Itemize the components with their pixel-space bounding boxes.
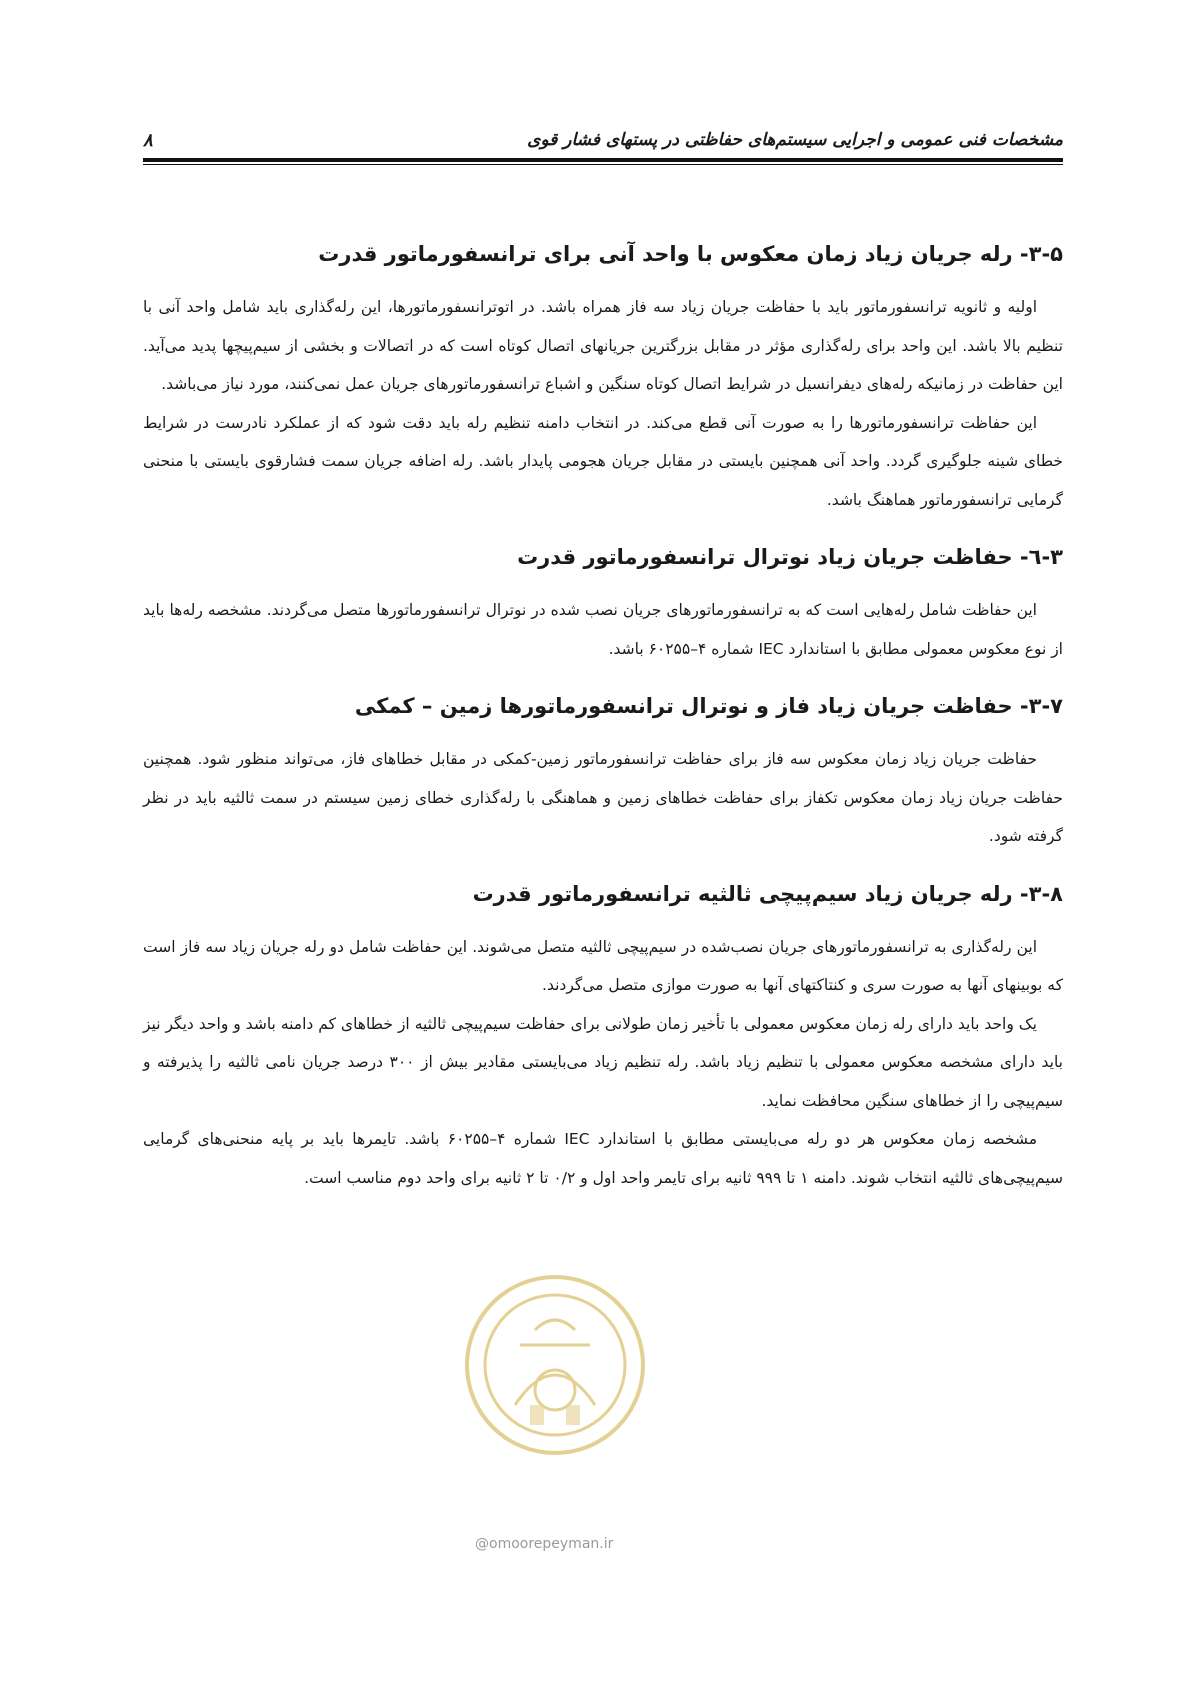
section-heading: ۳-۷- حفاظت جریان زیاد فاز و نوترال ترانسفورماتورها زمین – کمکی xyxy=(354,694,1063,718)
paragraph: این رله‌گذاری به ترانسفورماتورهای جریان نصب‌شده در سیم‌پیچی ثالثیه متصل می‌شوند. این حفاظت شامل دو رله جریان زیاد سه فاز است که بوبینهای آنها به صورت سری و کنتاکتهای آنها به صورت موازی متصل می‌گردند. xyxy=(143,937,1063,994)
header-rule-thick xyxy=(143,158,1063,162)
paragraph: این حفاظت شامل رله‌هایی است که به ترانسفورماتورهای جریان نصب شده در نوترال ترانسفورماتورها متصل می‌گردند. مشخصه رله‌ها باید از نوع معکوس معمولی مطابق با استاندارد IEC شماره ۴–۶۰۲۵۵ باشد. xyxy=(143,601,1063,658)
page-number: ۸ xyxy=(143,130,153,151)
section-3-8 xyxy=(143,878,1063,1198)
page-header xyxy=(143,124,1063,170)
section-heading: ۳-۸- رله جریان زیاد سیم‌پیچی ثالثیه ترانسفورماتور قدرت xyxy=(472,881,1063,906)
section-3-6 xyxy=(143,541,1063,668)
paragraph: یک واحد باید دارای رله زمان معکوس معمولی با تأخیر زمان طولانی برای حفاظت سیم‌پیچی ثالثیه از خطاهای کم دامنه باشد و واحد دیگر نیز باید دارای مشخصه معکوس معمولی با تنظیم زیاد باشد. رله تنظیم زیاد می‌بایستی مقادیر بیش از ۳۰۰ درصد جریان نامی ثالثیه را پذیرفته و سیم‌پیچی را از خطاهای سنگین محافظت نماید. xyxy=(143,1014,1063,1110)
section-heading: ۳-۵- رله جریان زیاد زمان معکوس با واحد آنی برای ترانسفورماتور قدرت xyxy=(318,242,1063,266)
header-rule-thin xyxy=(143,164,1063,165)
section-3-7 xyxy=(143,690,1063,856)
paragraph: حفاظت جریان زیاد زمان معکوس سه فاز برای حفاظت ترانسفورماتور زمین-کمکی در مقابل خطاهای فاز، می‌تواند منظور شود. همچنین حفاظت جریان زیاد زمان معکوس تکفاز برای حفاظت خطاهای زمین و هماهنگی با رله‌گذاری خطای زمین سیستم در سمت ثالثیه باید در نظر گرفته شود. xyxy=(143,750,1063,845)
document-body xyxy=(143,238,1063,1219)
section-3-5 xyxy=(143,238,1063,519)
paragraph: مشخصه زمان معکوس هر دو رله می‌بایستی مطابق با استاندارد IEC شماره ۴–۶۰۲۵۵ باشد. تایمرها باید بر پایه منحنی‌های گرمایی سیم‌پیچی‌های ثالثیه انتخاب شوند. دامنه ۱ تا ۹۹۹ ثانیه برای تایمر واحد اول و ۰/۲ تا ۲ ثانیه برای واحد دوم مناسب است. xyxy=(143,1130,1063,1187)
paragraph: اولیه و ثانویه ترانسفورماتور باید با حفاظت جریان زیاد سه فاز همراه باشد. در اتوترانسفورماتورها، این رله‌گذاری باید شامل واحد آنی با تنظیم بالا باشد. این واحد برای رله‌گذاری مؤثر در مقابل بزرگترین جریانهای اتصال کوتاه است که در اتصالات و بخشی از سیم‌پیچها پدید می‌آید. این حفاظت در زمانیکه رله‌های دیفرانسیل در شرایط اتصال کوتاه سنگین و اشباع ترانسفورماتورهای جریان عمل نمی‌کنند، مورد نیاز می‌باشد. xyxy=(143,298,1063,393)
watermark-logo-icon xyxy=(460,1255,650,1470)
document-title: مشخصات فنی عمومی و اجرایی سیستم‌های حفاظتی در پستهای فشار قوی xyxy=(527,130,1063,150)
watermark-url: @omoorepeyman.ir xyxy=(475,1536,614,1552)
section-heading: ۳-٦- حفاظت جریان زیاد نوترال ترانسفورماتور قدرت xyxy=(517,545,1063,569)
paragraph: این حفاظت ترانسفورماتورها را به صورت آنی قطع می‌کند. در انتخاب دامنه تنظیم رله باید دقت شود که از عملکرد نادرست در شرایط خطای شینه جلوگیری گردد. واحد آنی همچنین بایستی در مقابل جریان هجومی پایدار باشد. رله اضافه جریان سمت فشارقوی بایستی با منحنی گرمایی ترانسفورماتور هماهنگ باشد. xyxy=(143,413,1063,509)
